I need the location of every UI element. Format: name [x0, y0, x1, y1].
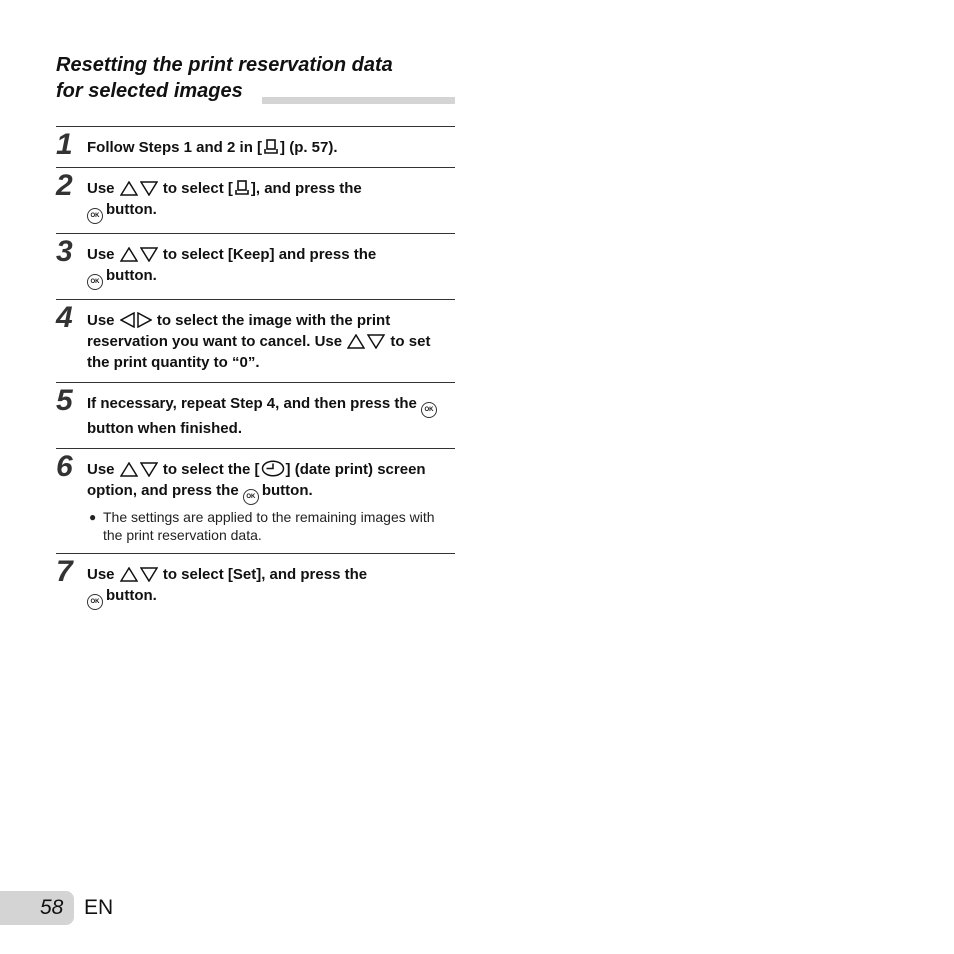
bullet-icon: ●	[89, 510, 97, 524]
date-clock-icon	[261, 460, 285, 477]
heading-line-1: Resetting the print reservation data	[56, 54, 393, 76]
step-text	[87, 178, 447, 224]
step-text	[87, 310, 447, 373]
ok-button-icon: OK	[421, 402, 437, 418]
step-7	[56, 553, 455, 619]
step-text	[87, 393, 447, 439]
step-5	[56, 382, 455, 448]
step-text-part: Use	[87, 180, 119, 197]
step-text-part: to select [Set], and press the	[158, 566, 368, 583]
print-order-icon	[263, 138, 279, 155]
step-text-part: to select the [	[158, 461, 260, 478]
step-number: 6	[56, 450, 73, 483]
ok-button-icon: OK	[87, 594, 103, 610]
heading-line-2: for selected images	[56, 80, 243, 102]
step-note	[87, 508, 447, 544]
step-text	[87, 244, 447, 290]
step-text-part: Use	[87, 246, 119, 263]
step-text-part: button when finished.	[87, 420, 242, 437]
step-text-part: ] (p. 57).	[280, 139, 338, 156]
step-4	[56, 299, 455, 382]
step-text-part: button.	[106, 201, 157, 218]
step-number: 1	[56, 128, 73, 161]
up-arrow-icon	[347, 334, 365, 349]
down-arrow-icon	[140, 247, 158, 262]
step-1	[56, 126, 455, 167]
left-arrow-icon	[120, 312, 135, 328]
steps-list	[56, 126, 455, 619]
ok-button-icon: OK	[243, 489, 259, 505]
step-text-part: button.	[261, 482, 313, 499]
step-text-part: to set the print quantity to “0”.	[87, 333, 431, 371]
page-number: 58	[40, 896, 64, 919]
step-3	[56, 233, 455, 299]
page-language: EN	[84, 896, 114, 919]
step-2	[56, 167, 455, 233]
step-number: 7	[56, 555, 73, 588]
ok-button-icon: OK	[87, 274, 103, 290]
print-order-icon	[234, 179, 250, 196]
step-text-part: to select [Keep] and press the	[158, 246, 377, 263]
step-note-text: The settings are applied to the remaining images with the print reservation data.	[103, 509, 435, 543]
step-text	[87, 137, 447, 158]
step-text-part: Use	[87, 566, 119, 583]
up-arrow-icon	[120, 181, 138, 196]
step-text-part: If necessary, repeat Step 4, and then press the	[87, 395, 422, 412]
heading-underline-bar	[262, 97, 455, 104]
up-arrow-icon	[120, 567, 138, 582]
step-text-part: to select [	[158, 180, 233, 197]
step-number: 2	[56, 169, 73, 202]
step-number: 5	[56, 384, 73, 417]
step-text-part: Use	[87, 461, 119, 478]
up-arrow-icon	[120, 247, 138, 262]
step-text	[87, 564, 447, 610]
ok-button-icon: OK	[87, 208, 103, 224]
step-text-part: ], and press the	[250, 180, 362, 197]
step-text-part: to select the image with the print reservation you want to cancel. Use	[87, 312, 391, 350]
down-arrow-icon	[140, 462, 158, 477]
down-arrow-icon	[140, 181, 158, 196]
step-number: 4	[56, 301, 73, 334]
step-text-part: button.	[106, 587, 157, 604]
step-number: 3	[56, 235, 73, 268]
up-arrow-icon	[120, 462, 138, 477]
down-arrow-icon	[140, 567, 158, 582]
step-text-part: ] (date print) screen option, and press the	[87, 461, 426, 499]
step-6	[56, 448, 455, 553]
step-text-part: button.	[106, 267, 157, 284]
step-text	[87, 459, 447, 505]
step-text-part: Follow Steps 1 and 2 in [	[87, 139, 263, 156]
down-arrow-icon	[367, 334, 385, 349]
step-text-part: Use	[87, 312, 119, 329]
right-arrow-icon	[137, 312, 152, 328]
